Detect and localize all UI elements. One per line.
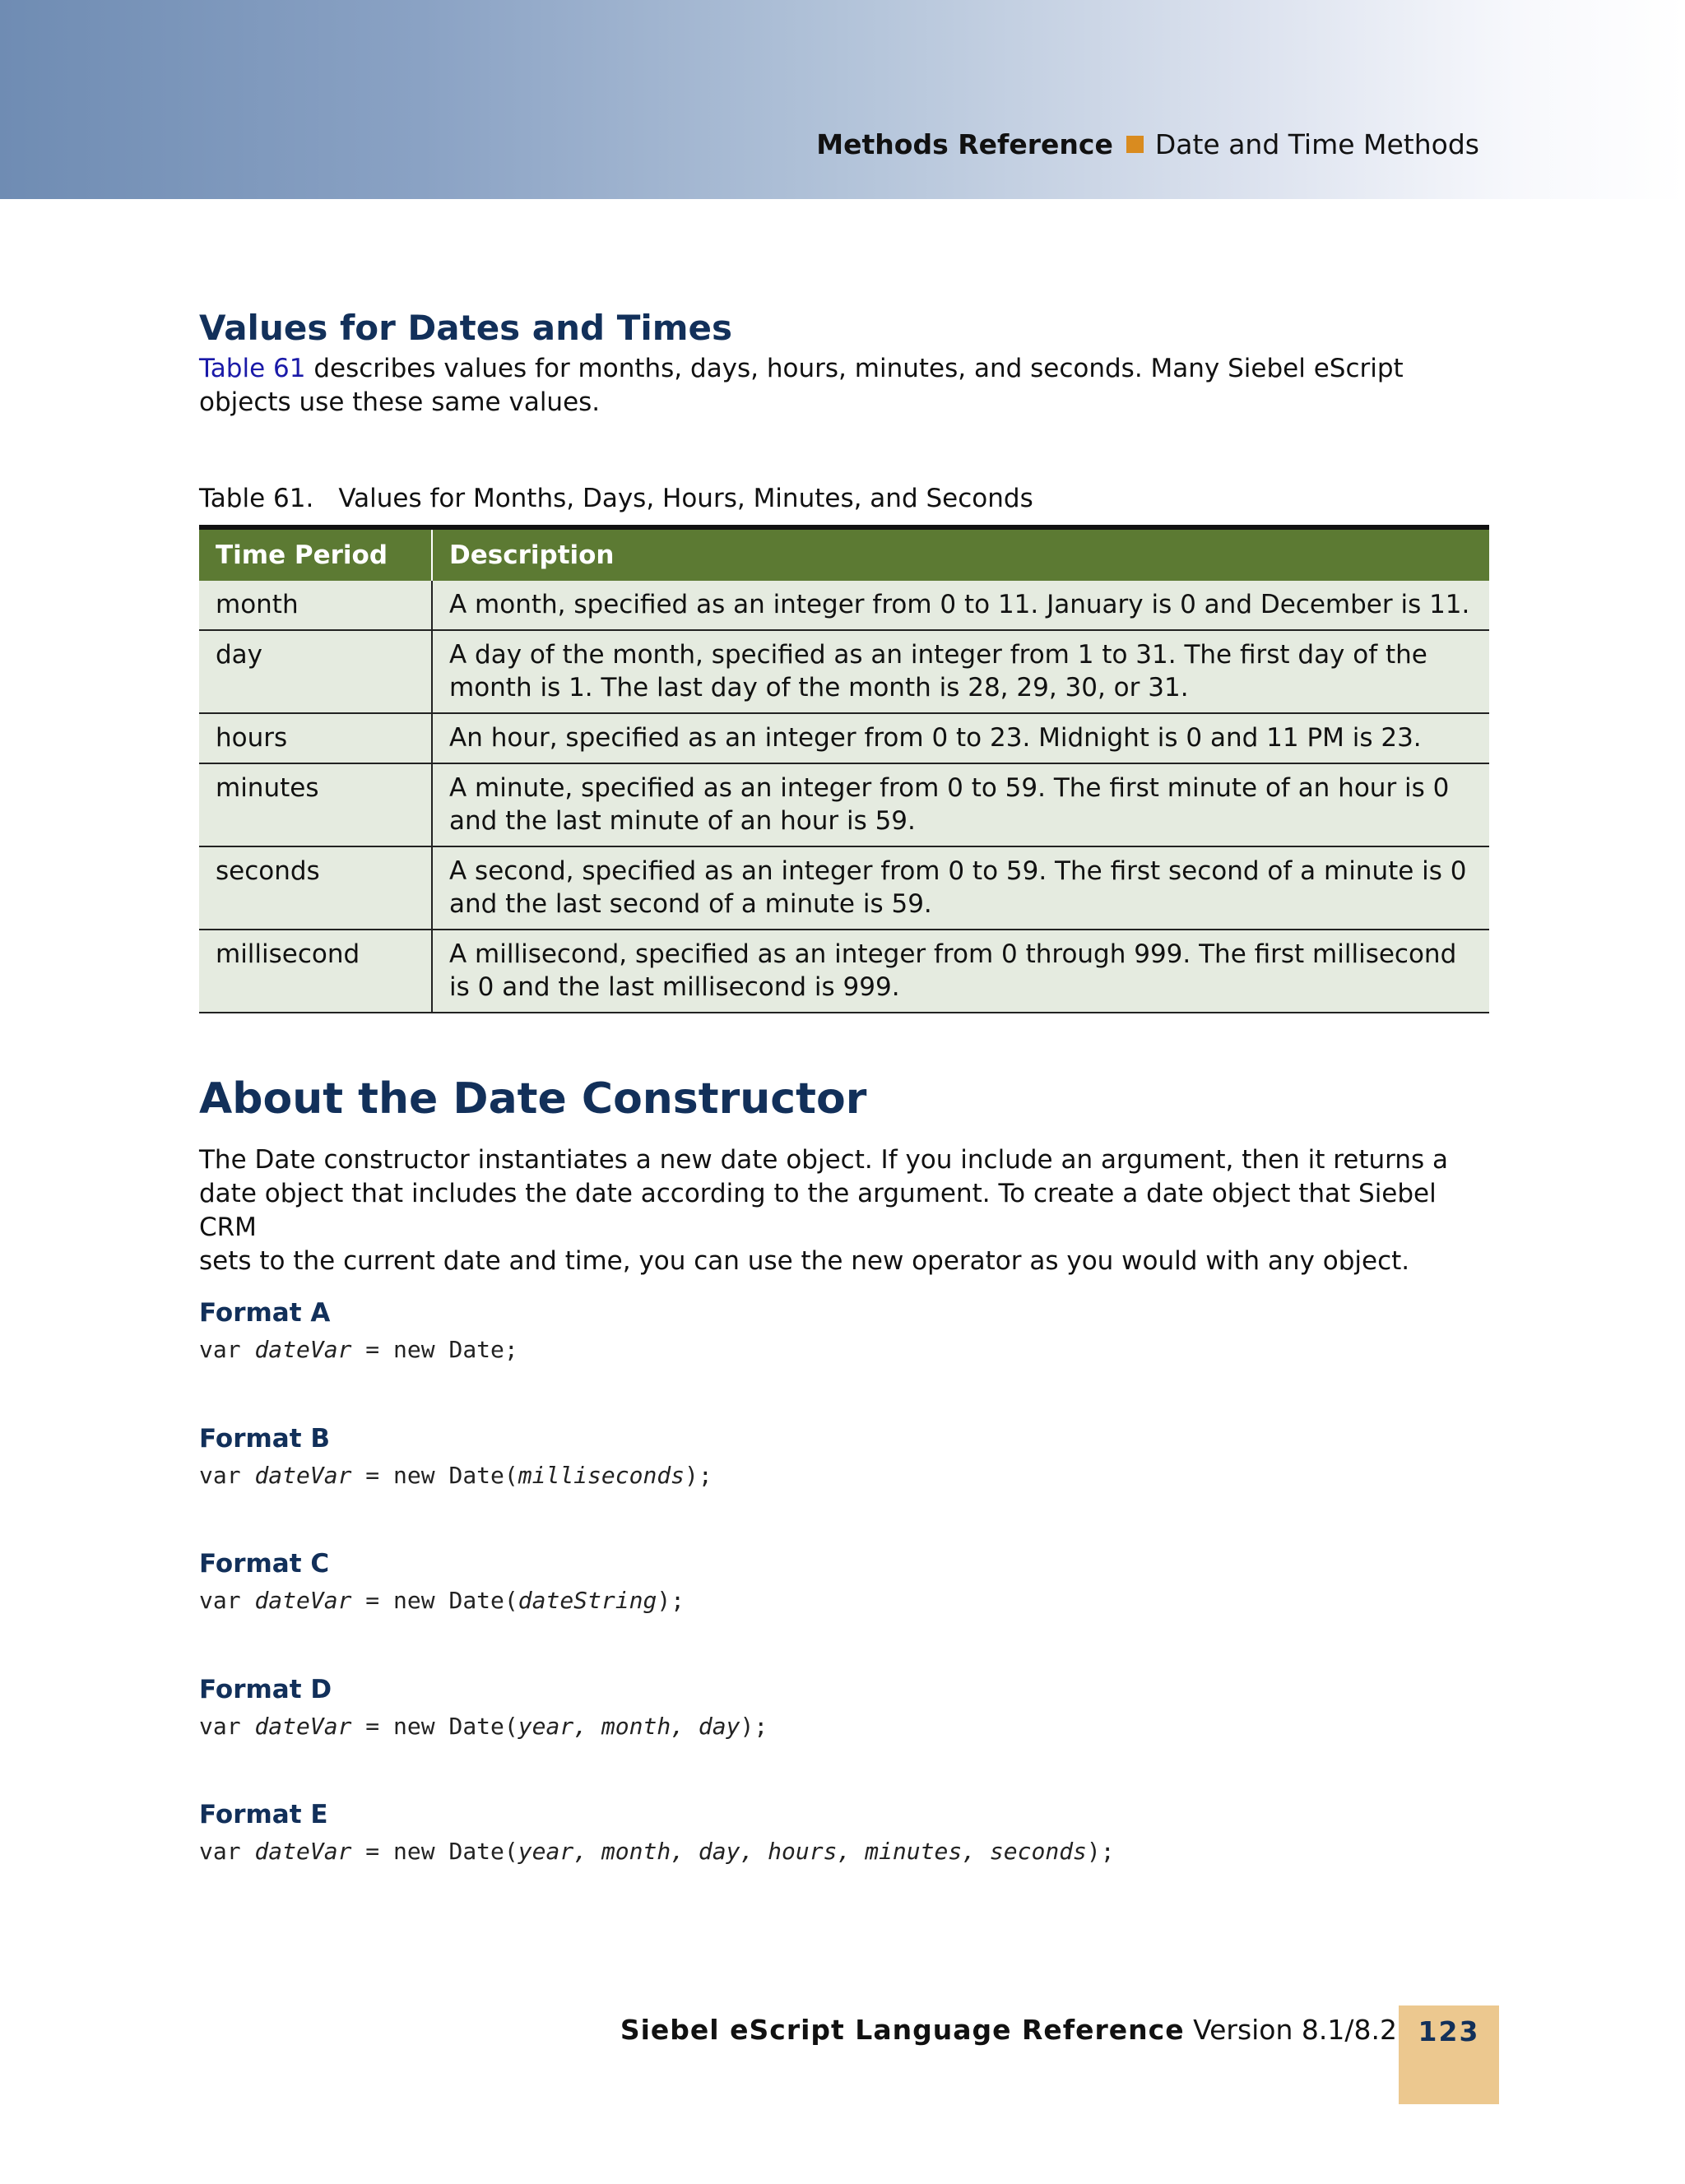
square-bullet-icon — [1126, 136, 1144, 153]
time-period-cell: day — [199, 630, 432, 713]
table-caption-title: Values for Months, Days, Hours, Minutes, and Seconds — [338, 484, 1033, 513]
description-cell — [432, 630, 1489, 713]
format-d-heading: Format D — [199, 1675, 332, 1704]
format-b-code — [199, 1462, 713, 1489]
table-row — [199, 630, 1489, 713]
paragraph-line: date object that includes the date according to the argument. To create a date object that Siebel CRM — [199, 1179, 1437, 1242]
code-expression: = new Date( — [351, 1713, 518, 1740]
code-variable: dateVar — [254, 1713, 352, 1740]
time-period-cell: month — [199, 581, 432, 630]
format-a-heading: Format A — [199, 1298, 331, 1328]
header-band — [0, 0, 1685, 199]
description-cell — [432, 763, 1489, 846]
format-a-code — [199, 1336, 518, 1363]
code-keyword: var — [199, 1713, 255, 1740]
code-variable: dateVar — [254, 1838, 352, 1865]
description-line: A day of the month, specified as an integer from 1 to 31. The first day of the — [449, 640, 1427, 670]
code-keyword: var — [199, 1587, 255, 1614]
table-caption — [199, 484, 1033, 513]
description-cell — [432, 846, 1489, 930]
footer-version: Version 8.1/8.2 — [1184, 2014, 1397, 2046]
date-constructor-intro — [199, 1143, 1489, 1278]
format-d-code — [199, 1713, 768, 1740]
format-e-heading: Format E — [199, 1800, 328, 1829]
code-expression: = new Date( — [351, 1462, 518, 1489]
date-constructor-heading: About the Date Constructor — [199, 1074, 867, 1124]
footer-book-title: Siebel eScript Language Reference — [620, 2014, 1185, 2046]
footer-title — [620, 2014, 1397, 2046]
column-header-description: Description — [432, 527, 1489, 581]
code-variable: dateVar — [254, 1462, 352, 1489]
code-arguments: milliseconds — [518, 1462, 685, 1489]
running-head-section: Methods Reference — [816, 128, 1113, 160]
description-cell — [432, 930, 1489, 1013]
code-variable: dateVar — [254, 1336, 352, 1363]
time-period-cell: seconds — [199, 846, 432, 930]
description-line: month is 1. The last day of the month is 28, 29, 30, or 31. — [449, 673, 1189, 702]
format-b-heading: Format B — [199, 1424, 330, 1454]
description-cell — [432, 581, 1489, 630]
table-row — [199, 930, 1489, 1013]
time-period-cell: minutes — [199, 763, 432, 846]
description-line: A millisecond, specified as an integer from 0 through 999. The first millisecond — [449, 939, 1457, 969]
description-line: An hour, specified as an integer from 0 to 23. Midnight is 0 and 11 PM is 23. — [449, 723, 1422, 753]
table-header-row — [199, 527, 1489, 581]
running-head — [816, 128, 1479, 160]
description-cell — [432, 713, 1489, 763]
values-intro-text-2: objects use these same values. — [199, 387, 601, 417]
paragraph-line: The Date constructor instantiates a new date object. If you include an argument, then it returns a — [199, 1145, 1449, 1175]
description-line: A minute, specified as an integer from 0 to 59. The first minute of an hour is 0 — [449, 773, 1450, 803]
table-row — [199, 763, 1489, 846]
description-line: A second, specified as an integer from 0 to 59. The first second of a minute is 0 — [449, 856, 1467, 886]
time-period-cell: millisecond — [199, 930, 432, 1013]
code-arguments: dateString — [518, 1587, 657, 1614]
running-head-subsection: Date and Time Methods — [1154, 128, 1479, 160]
code-keyword: var — [199, 1462, 255, 1489]
page-number-box — [1399, 2005, 1499, 2104]
code-end: ); — [1086, 1838, 1115, 1865]
paragraph-line: sets to the current date and time, you can use the new operator as you would with any object. — [199, 1246, 1410, 1276]
description-line: and the last second of a minute is 59. — [449, 889, 932, 919]
format-c-heading: Format C — [199, 1549, 330, 1579]
time-period-cell: hours — [199, 713, 432, 763]
values-table — [199, 525, 1489, 1013]
code-arguments: year, month, day — [518, 1713, 740, 1740]
code-end: ); — [740, 1713, 768, 1740]
table-row — [199, 581, 1489, 630]
values-heading: Values for Dates and Times — [199, 308, 733, 348]
format-e-code — [199, 1838, 1115, 1865]
code-arguments: year, month, day, hours, minutes, seconds — [518, 1838, 1087, 1865]
format-c-code — [199, 1587, 685, 1614]
code-variable: dateVar — [254, 1587, 352, 1614]
code-end: ); — [685, 1462, 713, 1489]
table-61-link[interactable]: Table 61 — [199, 354, 306, 383]
page-number: 123 — [1418, 2015, 1480, 2047]
column-header-time-period: Time Period — [199, 527, 432, 581]
description-line: is 0 and the last millisecond is 999. — [449, 972, 900, 1002]
table-row — [199, 846, 1489, 930]
code-keyword: var — [199, 1336, 255, 1363]
values-intro-text-1: describes values for months, days, hours, minutes, and seconds. Many Siebel eScript — [305, 354, 1404, 383]
description-line: A month, specified as an integer from 0 to 11. January is 0 and December is 11. — [449, 590, 1470, 619]
code-end: ); — [657, 1587, 685, 1614]
table-caption-number: Table 61. — [199, 484, 314, 513]
code-expression: = new Date; — [351, 1336, 518, 1363]
table-row — [199, 713, 1489, 763]
code-expression: = new Date( — [351, 1587, 518, 1614]
code-keyword: var — [199, 1838, 255, 1865]
values-intro — [199, 352, 1489, 420]
description-line: and the last minute of an hour is 59. — [449, 806, 916, 836]
code-expression: = new Date( — [351, 1838, 518, 1865]
